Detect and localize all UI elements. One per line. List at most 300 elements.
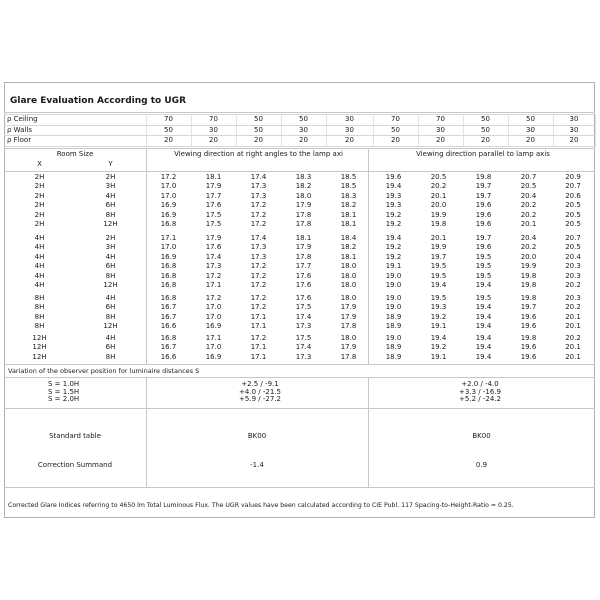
- ugr-value: 17.3: [250, 243, 267, 252]
- standard-table-label: Standard table: [49, 432, 101, 440]
- room-x: 4H: [34, 234, 45, 242]
- room-x: 2H: [34, 191, 45, 200]
- ugr-value: 18.3: [340, 191, 357, 200]
- reflectance-value: 20: [418, 136, 463, 147]
- ugr-value: 16.7: [160, 343, 177, 352]
- ugr-value: 18.5: [340, 182, 357, 191]
- reflectance-value: 30: [191, 125, 236, 136]
- reflectance-value: 20: [236, 136, 281, 147]
- ugr-value: 17.9: [295, 201, 312, 210]
- room-x: 4H: [34, 243, 45, 252]
- ugr-value: 19.7: [430, 252, 447, 261]
- room-x: 12H: [32, 352, 47, 361]
- y-label: Y: [108, 159, 113, 168]
- room-x: 4H: [34, 271, 45, 280]
- variation-right-1: +2.5 / -9.1: [241, 380, 279, 388]
- s-label-2: S = 1.5H: [48, 387, 80, 396]
- table-row: [4, 281, 595, 290]
- ugr-value: 19.9: [430, 210, 447, 219]
- table-row: [4, 234, 595, 243]
- ugr-value: 18.1: [295, 234, 312, 242]
- room-y: 12H: [103, 281, 118, 290]
- ugr-value: 17.6: [205, 201, 222, 210]
- ugr-block: [4, 334, 595, 362]
- ugr-value: 17.1: [250, 352, 267, 361]
- ugr-value: 19.3: [430, 303, 447, 312]
- table-row: [4, 211, 595, 220]
- room-y: 3H: [105, 182, 116, 191]
- table-row: [4, 334, 595, 343]
- ugr-value: 17.2: [250, 303, 267, 312]
- ugr-value: 18.2: [295, 182, 312, 191]
- ugr-value: 17.1: [250, 343, 267, 352]
- ugr-value: 19.7: [475, 182, 492, 191]
- reflectance-label: ρ Walls: [4, 125, 146, 136]
- reflectance-row: [4, 125, 595, 136]
- ugr-value: 17.2: [250, 201, 267, 210]
- ugr-value: 19.0: [385, 303, 402, 312]
- ugr-value: 17.1: [205, 334, 222, 342]
- reflectance-value: 30: [326, 125, 373, 136]
- ugr-value: 16.7: [160, 303, 177, 312]
- reflectance-value: 50: [236, 125, 281, 136]
- ugr-value: 17.0: [205, 343, 222, 352]
- correction-parallel: 0.9: [475, 461, 488, 469]
- s-label-3: S = 2.0H: [48, 395, 80, 403]
- ugr-value: 19.0: [385, 271, 402, 280]
- ugr-value: 18.1: [340, 252, 357, 261]
- ugr-value: 16.9: [160, 210, 177, 219]
- ugr-value: 17.5: [295, 334, 312, 342]
- ugr-value: 17.2: [250, 281, 267, 290]
- ugr-value: 17.8: [340, 352, 357, 361]
- ugr-value: 19.2: [385, 210, 402, 219]
- ugr-value: 20.9: [565, 173, 581, 181]
- ugr-value: 17.4: [295, 312, 312, 321]
- ugr-value: 18.9: [385, 352, 402, 361]
- ugr-value: 20.1: [430, 234, 447, 242]
- ugr-value: 20.0: [520, 252, 537, 261]
- footer-rule: [4, 487, 595, 488]
- ugr-value: 17.4: [250, 173, 267, 181]
- ugr-value: 20.4: [520, 234, 537, 242]
- room-y: 12H: [103, 220, 118, 229]
- ugr-value: 18.4: [340, 234, 357, 242]
- ugr-value: 18.2: [340, 201, 357, 210]
- ugr-value: 20.5: [565, 201, 581, 210]
- ugr-value: 19.7: [475, 234, 492, 242]
- room-x: 8H: [34, 303, 45, 312]
- ugr-value: 19.4: [475, 303, 492, 312]
- reflectance-label: ρ Floor: [4, 136, 146, 147]
- table-row: [4, 303, 595, 312]
- room-x: 4H: [34, 281, 45, 290]
- ugr-value: 20.5: [565, 210, 581, 219]
- ugr-value: 18.9: [385, 322, 402, 331]
- ugr-value: 20.5: [430, 173, 447, 181]
- header-bottom-rule: [4, 171, 595, 172]
- ugr-value: 17.7: [295, 262, 312, 271]
- reflectance-value: 70: [373, 115, 418, 126]
- table-row: [4, 313, 595, 322]
- ugr-block: [4, 234, 595, 290]
- ugr-value: 19.5: [430, 262, 447, 271]
- ugr-value: 18.0: [340, 271, 357, 280]
- ugr-value: 19.6: [520, 352, 537, 361]
- ugr-value: 19.7: [475, 191, 492, 200]
- table-row: [4, 343, 595, 352]
- ugr-value: 19.4: [475, 312, 492, 321]
- room-y: 3H: [105, 243, 116, 252]
- room-size-label: Room Size: [56, 150, 94, 158]
- ugr-value: 20.3: [565, 271, 581, 280]
- reflectance-value: 50: [463, 125, 508, 136]
- reflectance-value: 50: [508, 115, 553, 126]
- table-row: [4, 353, 595, 362]
- ugr-block: [4, 173, 595, 229]
- variation-parallel-1: +2.0 / -4.0: [461, 380, 499, 388]
- correction-summand-label: Correction Summand: [37, 461, 113, 469]
- ugr-value: 19.1: [430, 352, 447, 361]
- ugr-value: 19.9: [520, 262, 537, 271]
- ugr-value: 17.9: [340, 312, 357, 321]
- ugr-value: 17.8: [295, 220, 312, 229]
- ugr-value: 20.1: [565, 343, 581, 352]
- room-x: 2H: [34, 182, 45, 191]
- variation-parallel-values: [440, 381, 520, 404]
- room-y: 8H: [105, 210, 116, 219]
- ugr-value: 17.2: [160, 173, 177, 181]
- header-top-rule: [4, 148, 595, 149]
- ugr-block: [4, 294, 595, 332]
- table-row: [4, 272, 595, 281]
- table-row: [4, 192, 595, 201]
- reflectance-value: 30: [553, 115, 595, 126]
- reflectance-value: 70: [146, 115, 191, 126]
- table-row: [4, 322, 595, 331]
- ugr-value: 16.6: [160, 352, 177, 361]
- ugr-value: 17.1: [250, 322, 267, 331]
- ugr-value: 19.4: [385, 182, 402, 191]
- room-y: 4H: [105, 252, 116, 261]
- ugr-value: 17.3: [295, 322, 312, 331]
- ugr-value: 17.3: [250, 182, 267, 191]
- ugr-value: 17.9: [205, 182, 222, 191]
- reflectance-value: 50: [373, 125, 418, 136]
- ugr-value: 17.1: [160, 234, 177, 242]
- ugr-value: 17.2: [250, 271, 267, 280]
- ugr-value: 18.1: [340, 220, 357, 229]
- table-row: [4, 294, 595, 303]
- ugr-value: 19.6: [475, 243, 492, 252]
- ugr-value: 19.4: [430, 281, 447, 290]
- ugr-value: 19.0: [385, 294, 402, 302]
- reflectance-value: 70: [191, 115, 236, 126]
- ugr-value: 18.5: [340, 173, 357, 181]
- ugr-value: 19.1: [430, 322, 447, 331]
- ugr-value: 17.9: [205, 234, 222, 242]
- table-row: [4, 262, 595, 271]
- ugr-value: 19.4: [475, 334, 492, 342]
- ugr-value: 20.0: [430, 201, 447, 210]
- table-row: [4, 201, 595, 210]
- ugr-value: 17.0: [160, 182, 177, 191]
- ugr-value: 17.4: [250, 234, 267, 242]
- ugr-value: 20.1: [565, 312, 581, 321]
- footer-note: Corrected Glare Indices referring to 4650 lm Total Luminous Flux. The UGR values have been calculated according to CIE Publ. 117 Spacing-to-Height-Ratio = 0.25.: [8, 502, 514, 509]
- ugr-value: 20.2: [565, 334, 581, 342]
- room-x: 4H: [34, 262, 45, 271]
- ugr-value: 18.0: [340, 334, 357, 342]
- ugr-value: 16.8: [160, 334, 177, 342]
- ugr-value: 17.7: [205, 191, 222, 200]
- ugr-value: 17.0: [205, 312, 222, 321]
- ugr-value: 16.9: [205, 322, 222, 331]
- ugr-value: 17.2: [250, 294, 267, 302]
- ugr-value: 19.4: [475, 322, 492, 331]
- room-y: 2H: [105, 173, 116, 181]
- reflectance-row: [4, 115, 595, 126]
- ugr-value: 17.5: [295, 303, 312, 312]
- ugr-value: 19.2: [385, 252, 402, 261]
- ugr-value: 17.5: [205, 220, 222, 229]
- ugr-value: 20.4: [565, 252, 581, 261]
- room-x: 2H: [34, 173, 45, 181]
- ugr-value: 19.0: [385, 281, 402, 290]
- ugr-value: 17.6: [205, 243, 222, 252]
- ugr-value: 19.6: [520, 322, 537, 331]
- room-y: 4H: [105, 294, 116, 302]
- ugr-value: 20.2: [565, 303, 581, 312]
- ugr-value: 20.7: [565, 234, 581, 242]
- room-y: 6H: [105, 262, 116, 271]
- ugr-value: 16.9: [205, 352, 222, 361]
- room-x: 2H: [34, 201, 45, 210]
- room-y: 8H: [105, 271, 116, 280]
- table-row: [4, 173, 595, 182]
- reflectance-label: ρ Ceiling: [4, 115, 146, 126]
- ugr-value: 17.1: [205, 281, 222, 290]
- ugr-value: 18.0: [340, 281, 357, 290]
- ugr-value: 18.9: [385, 343, 402, 352]
- reflectance-value: 20: [191, 136, 236, 147]
- ugr-value: 19.7: [520, 303, 537, 312]
- ugr-value: 19.8: [475, 173, 492, 181]
- ugr-value: 19.8: [520, 334, 537, 342]
- ugr-value: 17.4: [295, 343, 312, 352]
- ugr-value: 16.9: [160, 252, 177, 261]
- ugr-value: 20.2: [520, 201, 537, 210]
- ugr-value: 20.1: [520, 220, 537, 229]
- room-x: 2H: [34, 220, 45, 229]
- ugr-value: 16.9: [160, 201, 177, 210]
- ugr-value: 19.5: [475, 252, 492, 261]
- ugr-value: 19.6: [520, 312, 537, 321]
- x-label: X: [37, 159, 42, 168]
- reflectance-value: 50: [146, 125, 191, 136]
- ugr-value: 20.7: [520, 173, 537, 181]
- ugr-value: 17.3: [295, 352, 312, 361]
- ugr-value: 19.2: [430, 343, 447, 352]
- variation-rule: [4, 377, 595, 378]
- room-x: 12H: [32, 343, 47, 352]
- ugr-value: 20.3: [565, 262, 581, 271]
- ugr-value: 16.6: [160, 322, 177, 331]
- reflectance-value: 30: [553, 125, 595, 136]
- ugr-value: 16.8: [160, 220, 177, 229]
- ugr-value: 19.3: [385, 191, 402, 200]
- ugr-value: 19.5: [475, 294, 492, 302]
- reflectance-value: 50: [463, 115, 508, 126]
- table-row: [4, 220, 595, 229]
- ugr-value: 20.6: [565, 191, 581, 200]
- ugr-value: 19.5: [475, 271, 492, 280]
- ugr-value: 19.5: [430, 271, 447, 280]
- ugr-value: 18.3: [295, 173, 312, 181]
- table-row: [4, 243, 595, 252]
- s-label-1: S = 1.0H: [48, 380, 80, 388]
- ugr-value: 19.6: [475, 201, 492, 210]
- ugr-value: 20.1: [565, 352, 581, 361]
- ugr-value: 19.6: [520, 343, 537, 352]
- direction-parallel-label: Viewing direction parallel to lamp axis: [416, 150, 550, 158]
- table-header: [4, 150, 595, 169]
- ugr-value: 20.5: [520, 182, 537, 191]
- ugr-value: 17.2: [250, 262, 267, 271]
- ugr-value: 19.6: [385, 173, 402, 181]
- reflectance-value: 20: [281, 136, 326, 147]
- reflectance-value: 50: [236, 115, 281, 126]
- ugr-value: 18.0: [295, 191, 312, 200]
- ugr-value: 20.4: [520, 191, 537, 200]
- ugr-value: 17.3: [205, 262, 222, 271]
- ugr-value: 20.1: [565, 322, 581, 331]
- ugr-value: 19.4: [475, 343, 492, 352]
- ugr-value: 16.7: [160, 312, 177, 321]
- ugr-value: 19.4: [475, 352, 492, 361]
- ugr-value: 17.9: [340, 303, 357, 312]
- reflectance-value: 20: [508, 136, 553, 147]
- ugr-value: 20.2: [430, 182, 447, 191]
- ugr-value: 17.8: [295, 210, 312, 219]
- ugr-value: 17.2: [205, 294, 222, 302]
- ugr-value: 17.9: [295, 243, 312, 252]
- reflectance-value: 20: [553, 136, 595, 147]
- ugr-value: 20.3: [565, 294, 581, 302]
- reflectance-value: 70: [418, 115, 463, 126]
- ugr-value: 17.8: [295, 252, 312, 261]
- ugr-value: 17.4: [205, 252, 222, 261]
- ugr-value: 17.2: [250, 220, 267, 229]
- standard-table-parallel: BK00: [472, 432, 491, 440]
- variation-parallel-3: +5.2 / -24.2: [459, 395, 501, 403]
- ugr-value: 17.5: [205, 210, 222, 219]
- ugr-value: 20.2: [520, 210, 537, 219]
- room-x: 12H: [32, 334, 47, 342]
- room-y: 2H: [105, 234, 116, 242]
- reflectance-value: 30: [326, 115, 373, 126]
- ugr-value: 18.1: [205, 173, 222, 181]
- ugr-value: 16.8: [160, 294, 177, 302]
- room-y: 12H: [103, 322, 118, 331]
- ugr-value: 19.5: [430, 294, 447, 302]
- room-x: 2H: [34, 210, 45, 219]
- room-y: 8H: [105, 352, 116, 361]
- ugr-value: 17.8: [340, 322, 357, 331]
- ugr-value: 19.2: [430, 312, 447, 321]
- reflectance-value: 20: [326, 136, 373, 147]
- ugr-value: 19.6: [475, 220, 492, 229]
- room-x: 8H: [34, 312, 45, 321]
- ugr-value: 20.2: [520, 243, 537, 252]
- reflectance-value: 30: [508, 125, 553, 136]
- ugr-value: 20.5: [565, 243, 581, 252]
- room-y: 6H: [105, 343, 116, 352]
- ugr-value: 20.5: [565, 220, 581, 229]
- ugr-value: 17.1: [250, 312, 267, 321]
- reflectance-value: 50: [281, 115, 326, 126]
- ugr-value: 19.8: [520, 281, 537, 290]
- standard-table-right: BK00: [247, 432, 267, 440]
- ugr-value: 17.9: [340, 343, 357, 352]
- ugr-value: 19.8: [430, 220, 447, 229]
- ugr-value: 18.1: [340, 210, 357, 219]
- room-y: 4H: [105, 191, 116, 200]
- ugr-value: 18.0: [340, 262, 357, 271]
- room-y: 8H: [105, 312, 116, 321]
- ugr-value: 17.6: [295, 294, 312, 302]
- ugr-value: 17.3: [250, 191, 267, 200]
- ugr-value: 18.9: [385, 312, 402, 321]
- variation-parallel-2: +3.3 / -16.9: [459, 387, 501, 396]
- ugr-value: 19.4: [430, 334, 447, 342]
- table-bottom-rule: [4, 364, 595, 365]
- ugr-value: 20.7: [565, 182, 581, 191]
- ugr-value: 17.0: [160, 191, 177, 200]
- ugr-value: 19.2: [385, 243, 402, 252]
- table-row: [4, 182, 595, 191]
- variation-right-3: +5.9 / -27.2: [239, 395, 281, 403]
- ugr-value: 19.8: [520, 294, 537, 302]
- room-x: 8H: [34, 294, 45, 302]
- ugr-value: 19.3: [385, 201, 402, 210]
- ugr-value: 19.4: [385, 234, 402, 242]
- reflectance-value: 20: [146, 136, 191, 147]
- correction-right: -1.4: [250, 461, 264, 469]
- variation-right-2: +4.0 / -21.5: [239, 387, 281, 396]
- ugr-value: 17.6: [295, 281, 312, 290]
- ugr-value: 16.8: [160, 271, 177, 280]
- ugr-value: 16.8: [160, 281, 177, 290]
- ugr-value: 18.0: [340, 294, 357, 302]
- room-y: 6H: [105, 201, 116, 210]
- room-x: 4H: [34, 252, 45, 261]
- ugr-value: 17.2: [250, 334, 267, 342]
- ugr-value: 19.5: [475, 262, 492, 271]
- title-divider: [4, 112, 595, 113]
- variation-right-values: [220, 381, 300, 404]
- report-title: Glare Evaluation According to UGR: [10, 96, 186, 106]
- ugr-value: 17.3: [250, 252, 267, 261]
- ugr-value: 19.6: [475, 210, 492, 219]
- ugr-value: 19.9: [430, 243, 447, 252]
- ugr-value: 19.0: [385, 334, 402, 342]
- ugr-value: 19.1: [385, 262, 402, 271]
- room-y: 6H: [105, 303, 116, 312]
- reflectance-row: [4, 136, 595, 147]
- room-x: 8H: [34, 322, 45, 331]
- ugr-value: 19.8: [520, 271, 537, 280]
